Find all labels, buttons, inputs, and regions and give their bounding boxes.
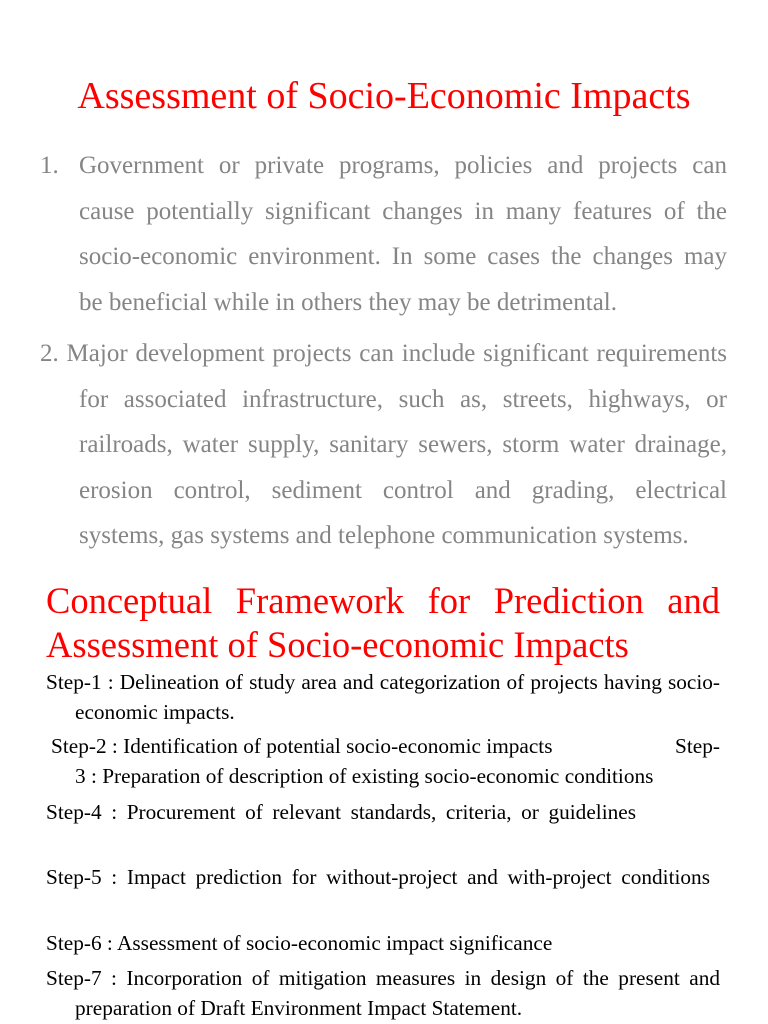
step-4 [46,798,636,828]
step-text-line: 3 : Preparation of description of existing socio-economic conditions [75,763,654,788]
step-7 [46,964,720,1023]
section-heading-line: Conceptual Framework for Prediction and [46,580,720,621]
section-heading-line: Assessment of Socio-economic Impacts [46,624,629,665]
step-text-line-end: Step- [675,734,720,758]
point-text-line: Major development projects can include significant requirements [66,340,727,367]
point-number: 2. [40,340,59,367]
point-text-line: systems, gas systems and telephone communication systems. [79,522,689,549]
step-6 [46,929,720,959]
point-text-line: be beneficial while in others they may be detrimental. [79,288,618,316]
step-5 [46,863,710,893]
point-text-line: railroads, water supply, sanitary sewers, storm water drainage, [79,431,727,458]
point-text-line: Government or private programs, policies and projects can [79,152,727,179]
point-number: 1. [40,152,59,179]
point-first-line [40,331,727,377]
step-1 [46,668,720,727]
numbered-point-2 [40,331,727,559]
step-text-line: Step-7 : Incorporation of mitigation measures in design of the present and [46,966,720,990]
step-text-line: preparation of Draft Environment Impact Statement. [75,995,523,1020]
step-text-line: economic impacts. [75,699,235,724]
point-text-line: socio-economic environment. In some cases the changes may [79,243,727,270]
step-first-line [46,732,720,762]
step-text-line: Step-2 : Identification of potential socio-economic impacts [51,734,553,758]
point-text-line: cause potentially significant changes in many features of the [79,197,727,225]
point-text-line: for associated infrastructure, such as, streets, highways, or [79,385,727,413]
step-text-line: Step-1 : Delineation of study area and categorization of projects having socio- [46,670,720,694]
point-text-line: erosion control, sediment control and grading, electrical [79,476,727,504]
step-text-line: Step-6 : Assessment of socio-economic impact significance [46,931,553,955]
numbered-point-1 [40,143,727,325]
page-title: Assessment of Socio-Economic Impacts [77,75,691,117]
step-2-and-3 [46,732,720,791]
section-heading [46,579,720,667]
step-text-line: Step-4 : Procurement of relevant standards, criteria, or guidelines [46,800,636,824]
step-text-line: Step-5 : Impact prediction for without-project and with-project conditions [46,865,710,889]
